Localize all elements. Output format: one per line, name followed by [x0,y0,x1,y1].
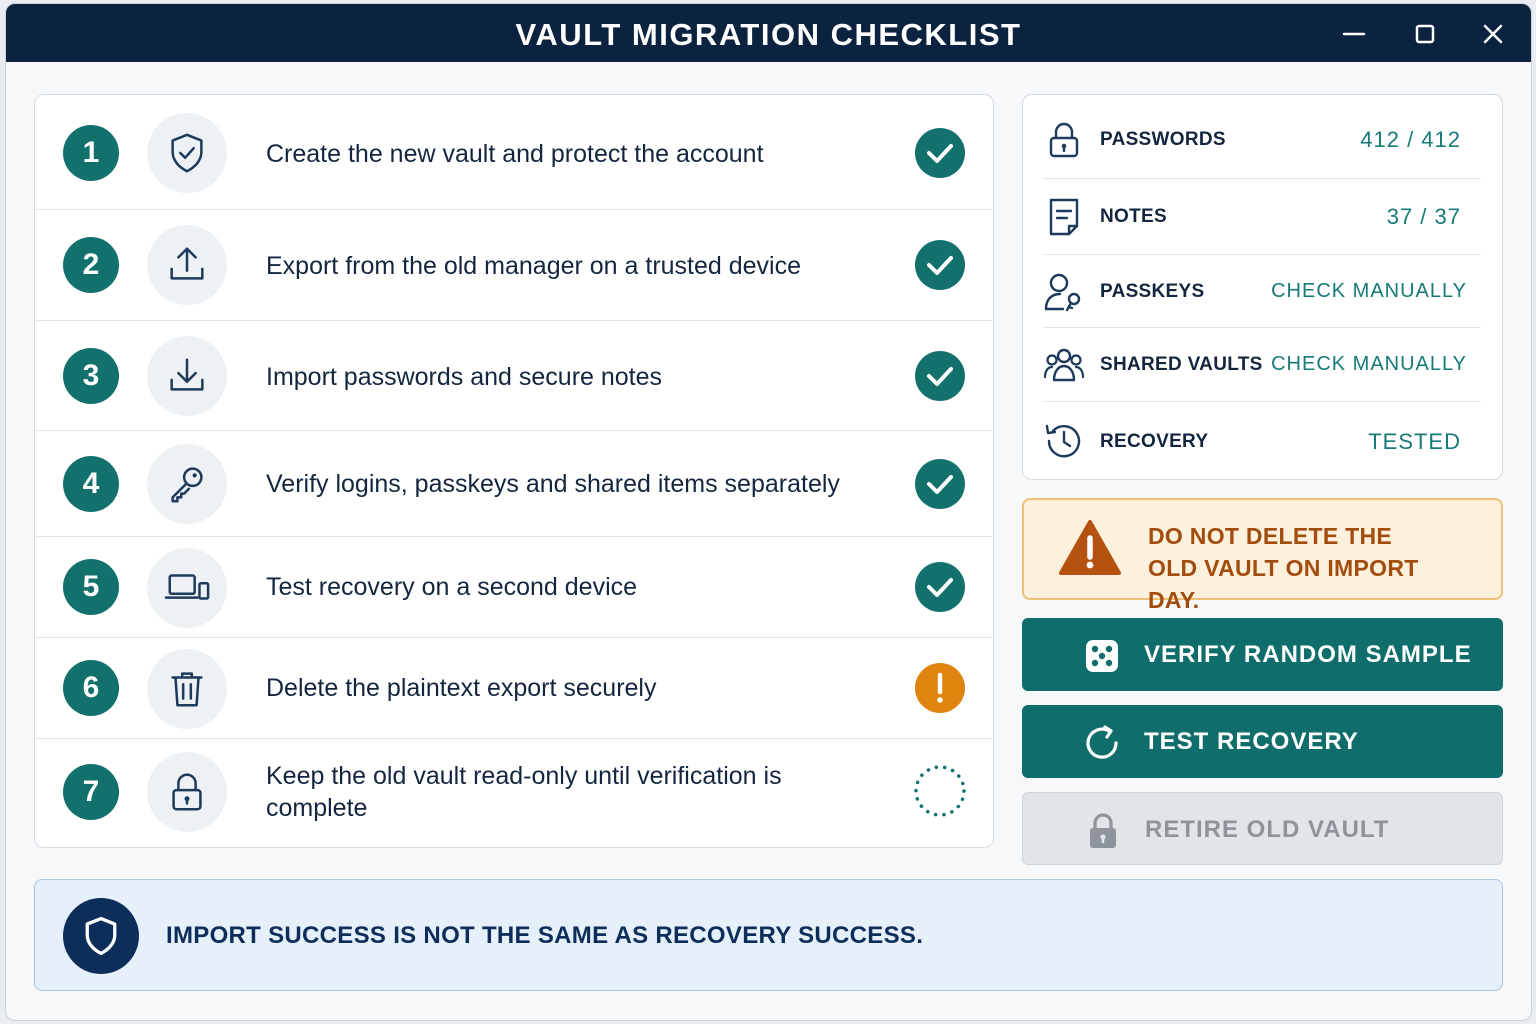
dice-icon [1082,636,1122,676]
stat-row-shared-vaults [1043,328,1481,402]
step-number: 4 [63,456,119,512]
step-number: 7 [63,764,119,820]
stat-label: PASSKEYS [1100,281,1205,302]
step-label: Import passwords and secure notes [266,363,663,391]
shield-icon [63,898,139,974]
lock-icon [1083,811,1123,851]
info-notice [34,879,1503,991]
refresh-icon [1082,723,1122,763]
retire-old-vault-button[interactable] [1022,792,1503,865]
app-window [5,3,1532,1021]
stat-value: 412 / 412 [1360,127,1461,152]
lock-icon [147,752,227,832]
warning-circle-icon [914,662,966,714]
step-label: Keep the old vault read-only until verification is complete [266,762,782,822]
checklist-step[interactable] [35,431,993,537]
stat-value: 37 / 37 [1386,204,1461,229]
stat-label: PASSWORDS [1100,129,1226,150]
history-icon [1043,420,1085,462]
checklist-step[interactable] [35,210,993,321]
warning-banner [1022,498,1503,613]
step-number: 6 [63,660,119,716]
check-circle-icon [914,239,966,291]
checklist-step[interactable] [35,95,993,210]
download-icon [147,336,227,416]
upload-icon [147,225,227,305]
check-circle-icon [914,561,966,613]
step-number: 5 [63,559,119,615]
maximize-button[interactable] [1409,18,1441,50]
checklist-panel [34,94,994,848]
step-number: 1 [63,125,119,181]
button-label: RETIRE OLD VAULT [1145,816,1390,843]
notice-text: IMPORT SUCCESS IS NOT THE SAME AS RECOVERY SUCCESS. [166,922,924,949]
step-number: 2 [63,237,119,293]
stat-label: RECOVERY [1100,431,1209,452]
laptop-phone-icon [147,548,227,628]
step-label: Export from the old manager on a trusted device [266,252,802,280]
lock-icon [1043,119,1085,161]
window-title: VAULT MIGRATION CHECKLIST [515,17,1022,52]
trash-icon [147,649,227,729]
button-label: VERIFY RANDOM SAMPLE [1144,641,1472,668]
checklist-step[interactable] [35,638,993,739]
check-circle-icon [914,350,966,402]
warning-text: DO NOT DELETE THE OLD VAULT ON IMPORT DAY. [1148,523,1419,613]
migration-stats-panel [1022,94,1503,480]
verify-random-sample-button[interactable] [1022,618,1503,691]
stat-value: TESTED [1368,429,1461,454]
check-circle-icon [914,127,966,179]
stat-label: NOTES [1100,206,1167,227]
users-icon [1043,344,1085,386]
step-label: Verify logins, passkeys and shared items separately [266,470,840,498]
maximize-icon [1409,18,1441,50]
stat-row-recovery [1043,402,1481,480]
close-button[interactable] [1477,18,1509,50]
step-label: Delete the plaintext export securely [266,674,657,702]
stat-row-notes [1043,179,1481,255]
checklist-step[interactable] [35,739,993,848]
checklist-step[interactable] [35,537,993,638]
step-number: 3 [63,348,119,404]
stat-row-passkeys [1043,255,1481,328]
test-recovery-button[interactable] [1022,705,1503,778]
key-icon [147,444,227,524]
stat-label: SHARED VAULTS [1100,354,1263,375]
title-bar [6,4,1531,62]
note-icon [1043,196,1085,238]
stat-value: CHECK MANUALLY [1271,353,1467,375]
check-circle-icon [914,458,966,510]
stat-value: CHECK MANUALLY [1271,280,1467,302]
shield-check-icon [147,113,227,193]
stat-row-passwords [1043,95,1481,179]
minimize-icon [1338,18,1370,50]
passkey-user-icon [1043,271,1085,313]
pending-spinner-icon [914,765,966,817]
step-label: Create the new vault and protect the account [266,140,764,168]
step-label: Test recovery on a second device [266,573,638,601]
minimize-button[interactable] [1338,18,1370,50]
close-icon [1477,18,1509,50]
button-label: TEST RECOVERY [1144,728,1359,755]
checklist-step[interactable] [35,321,993,431]
warning-triangle-icon [1058,518,1122,578]
